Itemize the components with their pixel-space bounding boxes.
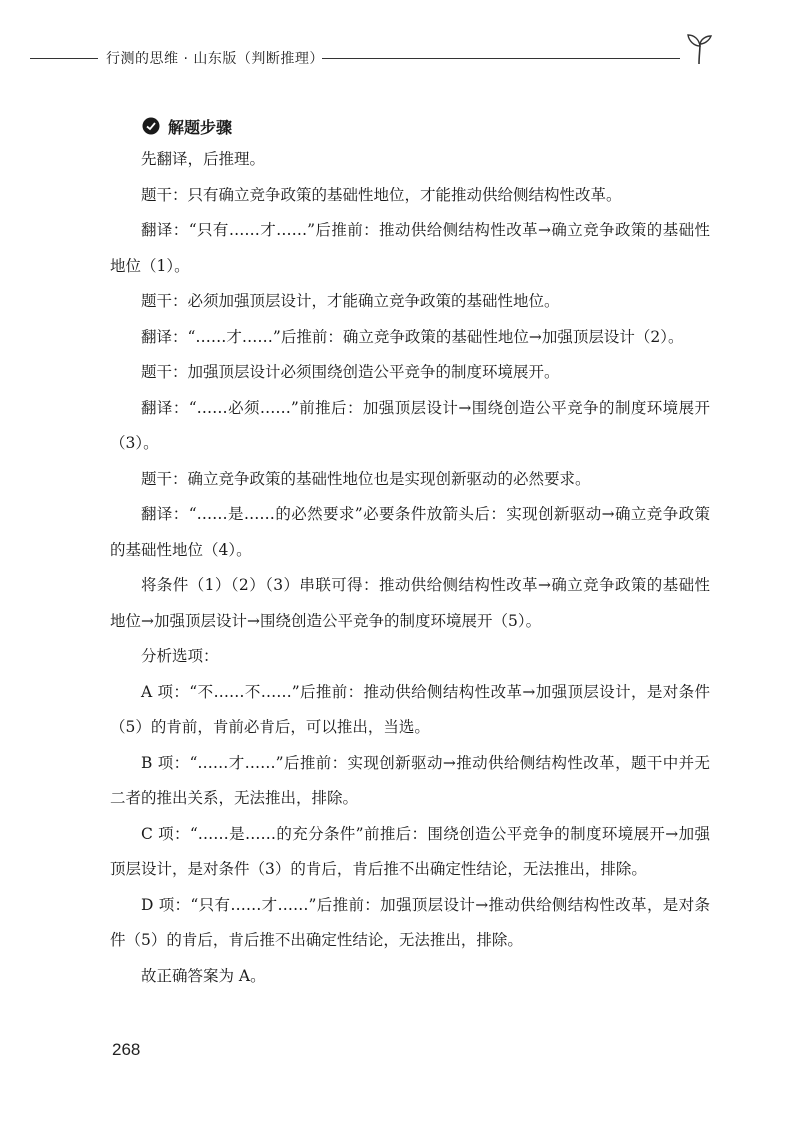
paragraph: 将条件（1）（2）（3）串联可得：推动供给侧结构性改革→确立竞争政策的基础性地位→加强顶层设计→围绕创造公平竞争的制度环境展开（5）。 [110, 576, 710, 630]
paragraph: 翻译：“只有……才……”后推前：推动供给侧结构性改革→确立竞争政策的基础性地位（1）。 [110, 221, 710, 275]
paragraph: A 项：“不……不……”后推前：推动供给侧结构性改革→加强顶层设计，是对条件（5）的肯前，肯前必肯后，可以推出，当选。 [110, 682, 710, 736]
running-header [30, 46, 715, 70]
paragraph: 题干：只有确立竞争政策的基础性地位，才能推动供给侧结构性改革。 [141, 185, 622, 204]
header-rule-right [322, 58, 680, 59]
solution-body [110, 142, 710, 994]
paragraph: 题干：必须加强顶层设计，才能确立竞争政策的基础性地位。 [141, 292, 560, 310]
section-heading-text: 解题步骤 [168, 117, 233, 137]
paragraph: B 项：“……才……”后推前：实现创新驱动→推动供给侧结构性改革，题干中并无二者的推出关系，无法推出，排除。 [110, 753, 710, 807]
paragraph: 题干：确立竞争政策的基础性地位也是实现创新驱动的必然要求。 [141, 469, 591, 488]
sprout-icon [682, 32, 716, 66]
paragraph: 翻译：“……才……”后推前：确立竞争政策的基础性地位→加强顶层设计（2）。 [141, 327, 684, 346]
paragraph: C 项：“……是……的充分条件”前推后：围绕创造公平竞争的制度环境展开→加强顶层设计，是对条件（3）的肯后，肯后推不出确定性结论，无法推出，排除。 [110, 824, 710, 878]
badge-icon [142, 117, 160, 135]
header-rule-left [30, 58, 98, 59]
paragraph: D 项：“只有……才……”后推前：加强顶层设计→推动供给侧结构性改革，是对条件（5）的肯后，肯后推不出确定性结论，无法推出，排除。 [110, 895, 710, 949]
paragraph: 翻译：“……必须……”前推后：加强顶层设计→围绕创造公平竞争的制度环境展开（3）。 [110, 398, 710, 452]
page-number: 268 [112, 1040, 141, 1059]
paragraph: 故正确答案为 A。 [141, 966, 266, 985]
paragraph: 先翻译，后推理。 [141, 150, 266, 168]
paragraph: 分析选项： [141, 647, 219, 665]
section-heading [142, 114, 232, 138]
paragraph: 翻译：“……是……的必然要求”必要条件放箭头后：实现创新驱动→确立竞争政策的基础性地位（4）。 [110, 505, 710, 559]
header-title: 行测的思维 · 山东版（判断推理） [106, 51, 324, 67]
paragraph: 题干：加强顶层设计必须围绕创造公平竞争的制度环境展开。 [141, 363, 560, 381]
